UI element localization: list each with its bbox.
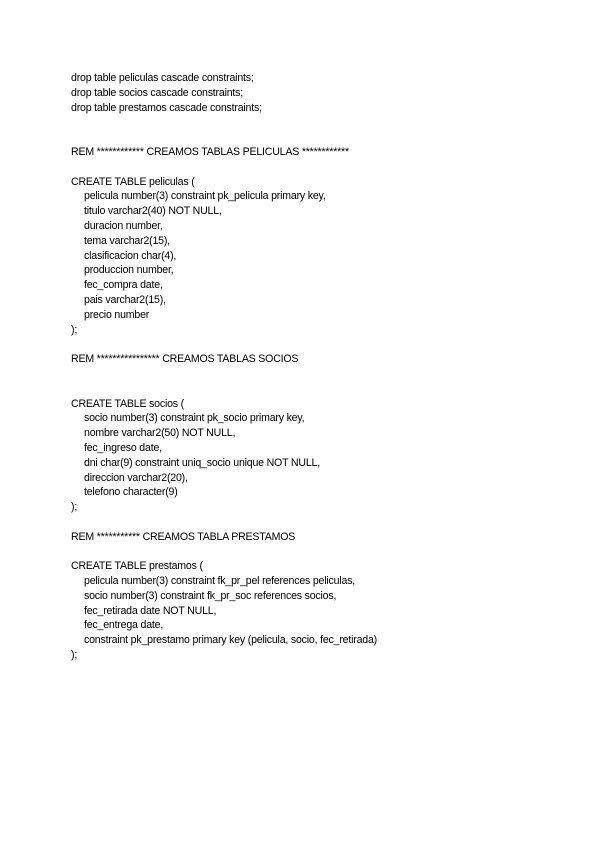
prestamos-section: [71, 530, 571, 663]
drop-statement: drop table socios cascade constraints;: [71, 86, 244, 99]
document-page: [71, 71, 571, 663]
drop-statement: drop table prestamos cascade constraints;: [71, 101, 262, 114]
section-comment: REM *********** CREAMOS TABLA PRESTAMOS: [71, 530, 296, 543]
column-definition: tema varchar2(15),: [84, 234, 170, 247]
column-definition: socio number(3) constraint pk_socio primary key,: [84, 412, 305, 425]
create-table-statement: CREATE TABLE peliculas (: [71, 175, 195, 188]
statement-close: );: [71, 649, 78, 662]
column-definition: duracion number,: [84, 219, 163, 232]
column-definition: nombre varchar2(50) NOT NULL,: [84, 427, 236, 440]
column-definition: produccion number,: [84, 264, 174, 277]
column-definition: telefono character(9): [84, 486, 178, 499]
column-definition: clasificacion char(4),: [84, 249, 177, 262]
peliculas-section: [71, 145, 571, 337]
column-definition: dni char(9) constraint uniq_socio unique NOT NULL,: [84, 456, 320, 469]
column-definition: fec_compra date,: [84, 279, 163, 292]
column-definition: constraint pk_prestamo primary key (pelicula, socio, fec_retirada): [84, 634, 377, 647]
column-definition: titulo varchar2(40) NOT NULL,: [84, 205, 222, 218]
section-comment: REM **************** CREAMOS TABLAS SOCIOS: [71, 353, 299, 366]
column-definition: pelicula number(3) constraint pk_pelicula primary key,: [84, 190, 326, 203]
column-definition: fec_ingreso date,: [84, 441, 162, 454]
section-comment: REM ************ CREAMOS TABLAS PELICULAS ************: [71, 145, 349, 158]
column-definition: pais varchar2(15),: [84, 293, 166, 306]
socios-section: [71, 352, 571, 515]
drop-statements: [71, 71, 571, 115]
column-definition: pelicula number(3) constraint fk_pr_pel references peliculas,: [84, 575, 356, 588]
statement-close: );: [71, 323, 78, 336]
column-definition: fec_retirada date NOT NULL,: [84, 604, 217, 617]
column-definition: precio number: [84, 308, 150, 321]
statement-close: );: [71, 501, 78, 514]
create-table-statement: CREATE TABLE prestamos (: [71, 560, 203, 573]
create-table-statement: CREATE TABLE socios (: [71, 397, 184, 410]
column-definition: direccion varchar2(20),: [84, 471, 188, 484]
drop-statement: drop table peliculas cascade constraints;: [71, 72, 254, 84]
column-definition: fec_entrega date,: [84, 619, 164, 632]
column-definition: socio number(3) constraint fk_pr_soc references socios,: [84, 589, 337, 602]
